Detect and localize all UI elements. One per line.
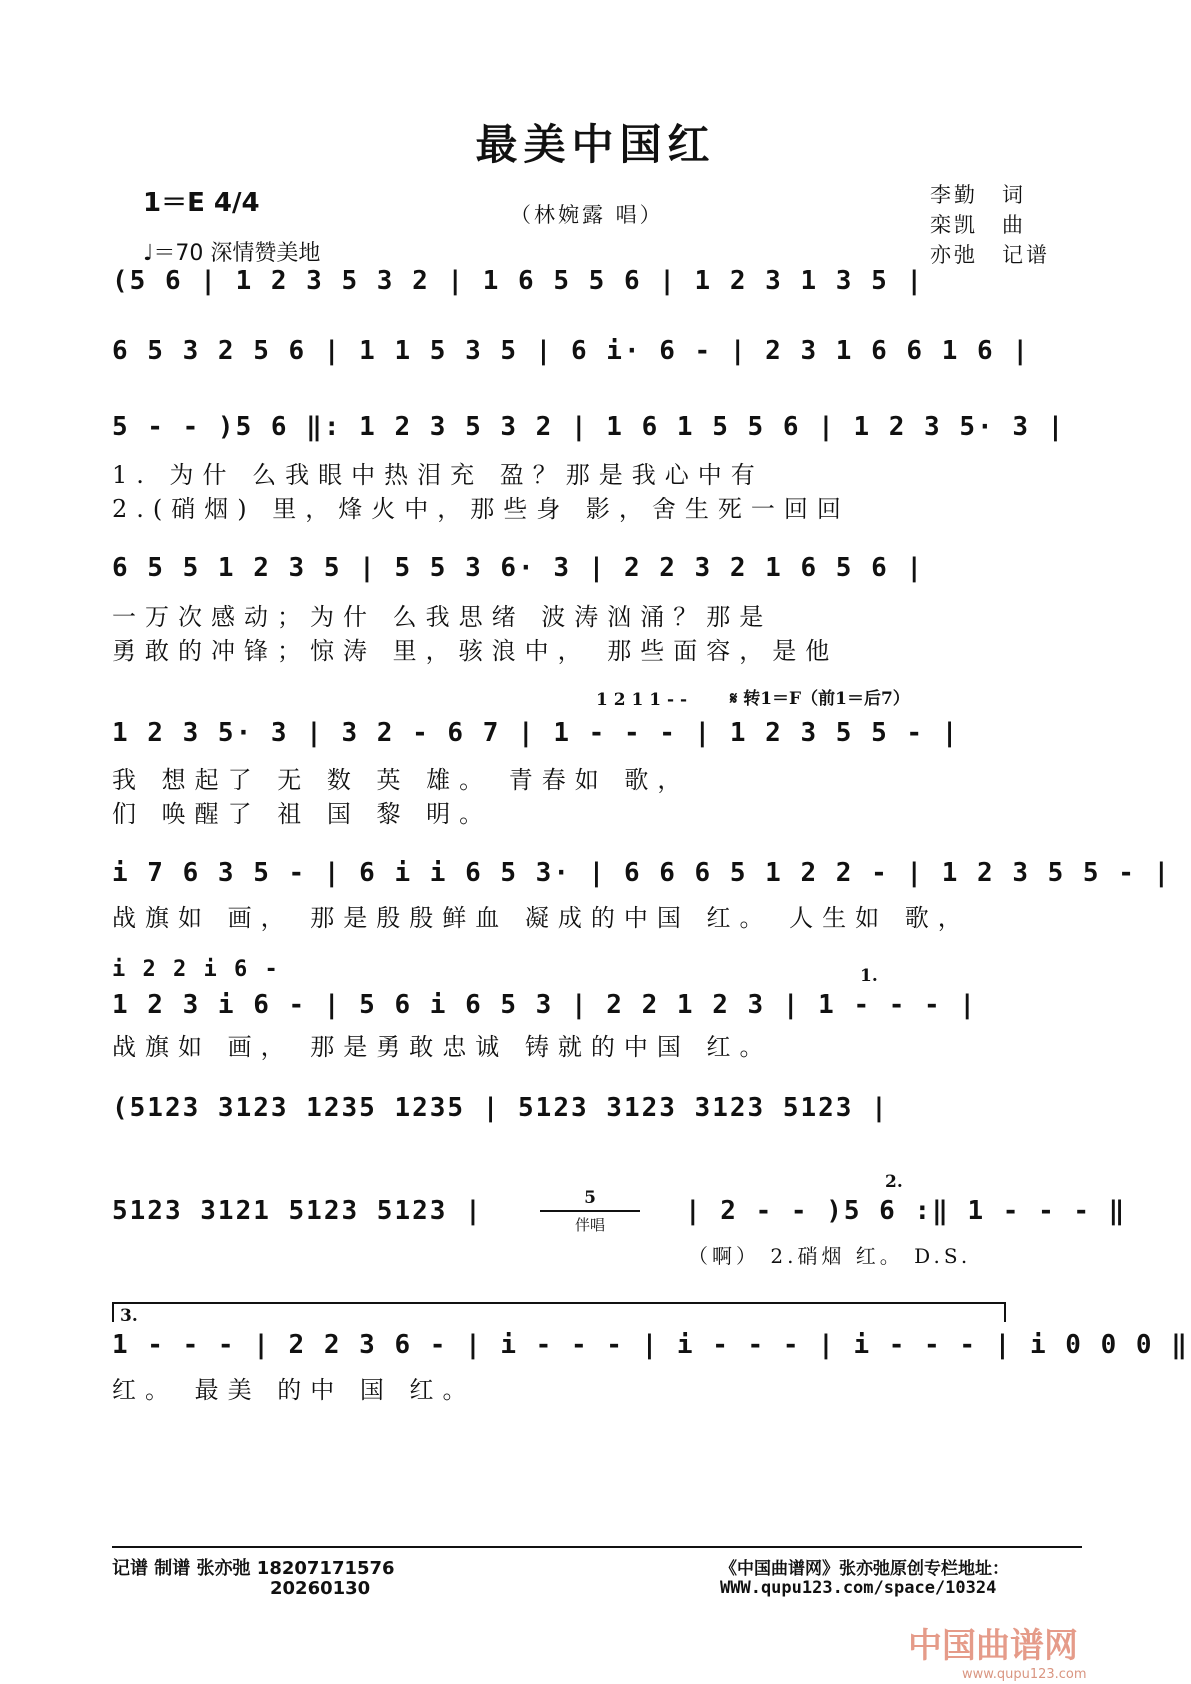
tempo-marking: ♩＝70 深情赞美地 (143, 241, 321, 266)
lyric-line: 红。 最美 的中 国 红。 (112, 1376, 476, 1404)
multi-rest-label: 伴唱 (574, 1216, 605, 1234)
modulation-marking: 𝄋 转1＝F（前1＝后7） (730, 689, 910, 709)
footer-transcriber: 记谱 制谱 张亦弛 18207171576 (112, 1558, 395, 1579)
footer-date: 20260130 (270, 1578, 371, 1599)
multi-rest-bar (540, 1210, 640, 1212)
lyricist-credit: 李勤 词 (930, 183, 1026, 207)
watermark-text: 中国曲谱网 (908, 1626, 1078, 1666)
key-signature: 1＝E 4/4 (143, 188, 260, 218)
page-title: 最美中国红 (475, 120, 716, 169)
lyric-line: （啊） 2.硝烟 红。 D.S. (688, 1244, 972, 1268)
watermark-url: www.qupu123.com (962, 1667, 1087, 1682)
score-system-2: 6 5 3 2 5 6 | 1 1 5 3 5 | 6 i· 6 - | 2 3 1 6 6 1 6 | (112, 336, 1030, 366)
footer-column-title: 《中国曲谱网》张亦弛原创专栏地址： (720, 1559, 1009, 1579)
volta-3-label: 3. (120, 1306, 138, 1326)
lyric-verse-2: 们 唤醒了 祖 国 黎 明。 (112, 800, 493, 828)
lyric-line: 战旗如 画， 那是勇敢忠诚 铸就的中国 红。 (112, 1033, 773, 1061)
multi-measure-rest (540, 1188, 640, 1235)
score-system-8: (5123 3123 1235 1235 | 5123 3123 3123 5123 | (112, 1093, 889, 1123)
score-system-3: 5 - - )5 6 ‖: 1 2 3 5 3 2 | 1 6 1 5 5 6 | 1 2 3 5· 3 | (112, 412, 1066, 442)
author-credits (930, 180, 1050, 270)
singer-credit: （林婉露 唱） (510, 203, 664, 227)
lyric-verse-1: 一万次感动；为什 么我思绪 波涛汹涌？那是 (112, 603, 773, 631)
transcriber-credit: 亦弛 记谱 (930, 243, 1050, 267)
score-system-9: 5123 3121 5123 5123 | (112, 1196, 483, 1226)
lyric-verse-1: 我 想起了 无 数 英 雄。 青春如 歌， (112, 766, 691, 794)
score-system-10: 1 - - - | 2 2 3 6 - | i - - - | i - - - | i - - - | i 0 0 0 ‖ (112, 1330, 1189, 1360)
volta-small-notes: 1 2 1 1 - - (596, 690, 688, 710)
score-system-1: (5 6 | 1 2 3 5 3 2 | 1 6 5 5 6 | 1 2 3 1 3 5 | (112, 266, 925, 296)
lyric-verse-2: 2.(硝烟) 里，烽火中，那些身 影，舍生死一回回 (112, 495, 850, 523)
score-system-5: 1 2 3 5· 3 | 3 2 - 6 7 | 1 - - - | 1 2 3 5 5 - | (112, 718, 960, 748)
volta-3-bracket (112, 1302, 1006, 1322)
volta-2-label: 2. (885, 1172, 903, 1192)
score-system-4: 6 5 5 1 2 3 5 | 5 5 3 6· 3 | 2 2 3 2 1 6 5 6 | (112, 553, 925, 583)
volta-1-label: 1. (860, 966, 878, 986)
score-system-6: i 7 6 3 5 - | 6 i i 6 5 3· | 6 6 6 5 1 2 2 - | 1 2 3 5 5 - | (112, 858, 1172, 888)
lyric-verse-2: 勇敢的冲锋；惊涛 里，骇浪中， 那些面容，是他 (112, 637, 839, 665)
score-system-9-tail: | 2 - - )5 6 :‖ 1 - - - ‖ (685, 1196, 1127, 1226)
footer-divider (112, 1546, 1082, 1548)
multi-rest-count: 5 (584, 1188, 596, 1208)
footer-url (720, 1578, 996, 1598)
composer-credit: 栾凯 曲 (930, 213, 1026, 237)
lyric-verse-1: 1. 为什 么我眼中热泪充 盈？那是我心中有 (112, 461, 764, 489)
lyric-line: 战旗如 画， 那是殷殷鲜血 凝成的中国 红。 人生如 歌， (112, 904, 971, 932)
upper-voice-notes: i 2 2 i 6 - (112, 957, 280, 982)
watermark-logo (908, 1618, 1087, 1682)
footer-url-link[interactable]: WWW.qupu123.com/space/10324 (720, 1578, 997, 1598)
score-system-7: 1 2 3 i 6 - | 5 6 i 6 5 3 | 2 2 1 2 3 | 1 - - - | (112, 990, 978, 1020)
